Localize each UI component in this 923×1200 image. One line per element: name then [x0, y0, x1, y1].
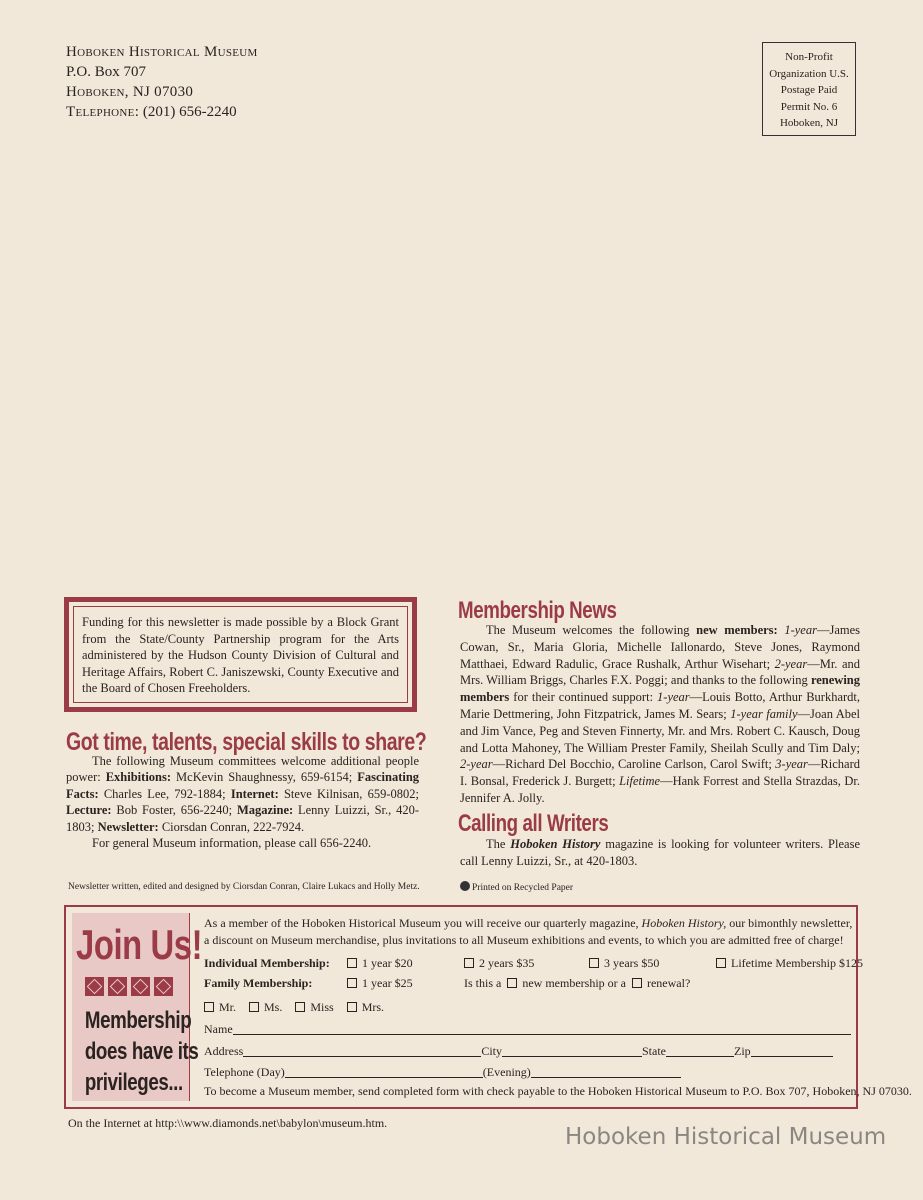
committee-name: Magazine: [236, 803, 294, 818]
mn-names: —Hank Forrest and Stella Strazdas, Dr. Jennifer A. Jolly. [460, 774, 860, 805]
recycled-note [460, 881, 573, 893]
writers-body [460, 836, 860, 870]
committee-contact: McKevin Shaughnessy, 659-6154; [176, 770, 353, 785]
opt-3yr[interactable] [589, 956, 713, 971]
option-label: Mr. [219, 1000, 237, 1014]
return-pobox: P.O. Box 707 [66, 64, 147, 80]
address-field[interactable] [243, 1044, 481, 1057]
tel-evening-field[interactable] [531, 1065, 681, 1078]
return-address [66, 42, 258, 122]
renewal-label: renewal? [646, 976, 691, 990]
committee-name: Exhibitions: [105, 770, 172, 785]
mn-names: —Richard Del Bocchio, Caroline Carlson, Carol Swift; [492, 757, 772, 772]
family-row [204, 976, 690, 991]
opt-lifetime[interactable] [716, 956, 863, 970]
committee-name: Internet: [230, 786, 279, 801]
mn-names: —Mr. and Mrs. William Briggs, Charles F.X. Poggi; and thanks to the following [460, 656, 860, 688]
postage-line: Organization U.S. [769, 67, 849, 80]
join-title: Join Us! [76, 921, 203, 968]
talents-heading: Got time, talents, special skills to share? [66, 728, 427, 756]
tel-day-label: Telephone (Day) [204, 1065, 285, 1079]
address-label: Address [204, 1044, 244, 1058]
option-label: Ms. [264, 1000, 283, 1014]
option-label: Lifetime Membership $125 [731, 956, 863, 970]
join-tag-line: privileges... [84, 1069, 183, 1096]
renewal-checkbox[interactable] [632, 978, 642, 988]
mn-text: for their continued support: [513, 690, 654, 705]
tel-day-field[interactable] [285, 1065, 483, 1078]
committee-name: Newsletter: [97, 819, 159, 834]
join-intro-text: As a member of the Hoboken Historical Museum you will receive our quarterly magazine, [204, 916, 639, 930]
opt-ms[interactable] [249, 1000, 282, 1014]
join-tagline [72, 1005, 199, 1098]
committee-contact: Bob Foster, 656-2240; [116, 803, 233, 818]
mn-term: 1-year family [730, 706, 798, 721]
join-intro-text: our bimonthly newsletter, a discount on Museum merchandise, plus invitations to all Museum exhibitions and events, to which you are admitted free of charge! [204, 916, 853, 947]
form-footer: To become a Museum member, send completed form with check payable to the Hoboken Historical Museum to P.O. Box 707, Hoboken, NJ 07030. [204, 1084, 912, 1098]
individual-row [204, 956, 863, 971]
checkbox[interactable] [347, 978, 357, 988]
mn-term: 2-year [774, 656, 808, 671]
postage-line: Non-Profit [785, 51, 833, 63]
zip-label: Zip [734, 1044, 751, 1058]
is-this-label: Is this a [464, 976, 502, 990]
membership-form [64, 905, 912, 1109]
city-label: City [481, 1044, 502, 1058]
name-row [204, 1022, 851, 1037]
checkbox[interactable] [295, 1002, 305, 1012]
checkbox[interactable] [716, 958, 726, 968]
mn-term: 2-year [460, 757, 493, 772]
telephone-row [204, 1065, 681, 1080]
checkbox[interactable] [347, 958, 357, 968]
membership-news-heading: Membership News [458, 597, 617, 624]
new-membership-checkbox[interactable] [507, 978, 517, 988]
funding-text: Funding for this newsletter is made possible by a Block Grant from the State/County Partnership program for the Arts administered by the Hudson County Division of Cultural and Heritage Affairs, Robert C. Janiszewski, County Executive and the Board of Chosen Freeholders. [73, 606, 408, 703]
option-label: 1 year $25 [362, 976, 413, 990]
recycled-text: Printed on Recycled Paper [472, 883, 574, 893]
new-membership-label: new membership or a [522, 976, 626, 990]
opt-mrs[interactable] [347, 1000, 384, 1014]
checkbox[interactable] [589, 958, 599, 968]
opt-1yr[interactable] [347, 956, 461, 971]
committee-name: Fascinating Facts: [66, 770, 420, 801]
mn-new-members: new members: [696, 623, 778, 637]
writers-text: magazine is looking for volunteer writers. Please call Lenny Luizzi, Sr., at 420-1803. [460, 837, 860, 868]
committee-contact: Steve Kilnisan, 659-0802; [283, 786, 420, 801]
mn-term: 3-year [775, 757, 808, 772]
return-phone: Telephone: (201) 656-2240 [66, 104, 237, 120]
diamond-icon [108, 977, 127, 996]
opt-miss[interactable] [295, 1000, 333, 1014]
zip-field[interactable] [751, 1044, 833, 1057]
opt-family-1yr[interactable] [347, 976, 461, 991]
option-label: 3 years $50 [604, 956, 660, 970]
writers-magazine: Hoboken History [510, 837, 601, 851]
name-field[interactable] [233, 1022, 851, 1035]
checkbox[interactable] [347, 1002, 357, 1012]
join-intro [204, 915, 854, 949]
internet-address: On the Internet at http:\\www.diamonds.net\babylon\museum.htm. [68, 1116, 388, 1130]
watermark: Hoboken Historical Museum [565, 1124, 887, 1150]
diamond-icon [131, 977, 150, 996]
address-row [204, 1044, 833, 1059]
name-label: Name [204, 1022, 233, 1036]
opt-mr[interactable] [204, 1000, 236, 1014]
writers-heading: Calling all Writers [458, 810, 609, 837]
diamond-ornaments [85, 977, 177, 1001]
talents-intro: The following Museum committees welcome additional people power: [66, 754, 419, 785]
title-row [204, 1000, 384, 1015]
newsletter-credit: Newsletter written, edited and designed by Ciorsdan Conran, Claire Lukacs and Holly Metz. [68, 882, 420, 892]
option-label: Miss [310, 1000, 334, 1014]
checkbox[interactable] [249, 1002, 259, 1012]
state-label: State [642, 1044, 666, 1058]
mn-names: —Louis Botto, Arthur Burkhardt, Marie Dettmering, John Fitzpatrick, James M. Sears; [460, 690, 860, 721]
mn-term: Lifetime [619, 774, 661, 789]
postage-line: Hoboken, NJ [779, 117, 839, 129]
family-label: Family Membership: [204, 976, 313, 990]
tel-evening-label: (Evening) [482, 1065, 531, 1079]
mn-names: —Joan Abel and Jim Vance, Peg and Steven Finnerty, Mr. and Mrs. Robert C. Kausch, Doug and Lotta Mahoney, The William Prester Family, Sheilah Scully and Tim Daly; [460, 706, 861, 755]
membership-news-body [460, 622, 860, 807]
return-city: Hoboken, NJ 07030 [66, 84, 194, 100]
committee-contact: Ciorsdan Conran, 222-7924. [161, 819, 305, 834]
join-intro-magazine: Hoboken History, [641, 916, 727, 930]
writers-text: The [486, 837, 506, 851]
diamond-icon [154, 977, 173, 996]
talents-general: For general Museum information, please call 656-2240. [92, 836, 372, 851]
postage-indicia [762, 42, 856, 136]
mn-names: —Richard I. Bonsal, Frederick J. Burgett; [460, 757, 860, 789]
mn-term: 1-year [784, 623, 817, 637]
join-panel [72, 913, 203, 1101]
committee-contact: Charles Lee, 792-1884; [103, 786, 226, 801]
option-label: 2 years $35 [479, 956, 535, 970]
city-field[interactable] [502, 1044, 642, 1057]
mn-names: —James Cowan, Sr., Maria Gloria, Michelle Iallonardo, Steve Jones, Raymond Matthaei, Edward Radulic, Grace Rushalk, Arthur Wisehart; [460, 623, 861, 671]
mn-term: 1-year [657, 690, 690, 705]
individual-label: Individual Membership: [204, 956, 330, 970]
checkbox[interactable] [204, 1002, 214, 1012]
mn-text: The Museum welcomes the following [486, 623, 690, 637]
return-org: Hoboken Historical Museum [66, 44, 258, 60]
state-field[interactable] [666, 1044, 734, 1057]
opt-2yr[interactable] [464, 956, 586, 971]
recycle-icon [460, 881, 470, 891]
mn-renewing: renewing members [460, 673, 861, 705]
postage-line: Permit No. 6 [780, 100, 838, 113]
talents-body [66, 753, 419, 851]
option-label: 1 year $20 [362, 956, 413, 970]
checkbox[interactable] [464, 958, 474, 968]
join-tag-line: Membership [84, 1007, 192, 1034]
funding-box [64, 597, 417, 712]
option-label: Mrs. [361, 1000, 385, 1014]
committee-name: Lecture: [66, 803, 112, 818]
diamond-icon [85, 977, 104, 996]
join-tag-line: does have its [84, 1038, 199, 1065]
committee-contact: Lenny Luizzi, Sr., 420-1803; [66, 803, 419, 834]
postage-line: Postage Paid [780, 84, 838, 96]
